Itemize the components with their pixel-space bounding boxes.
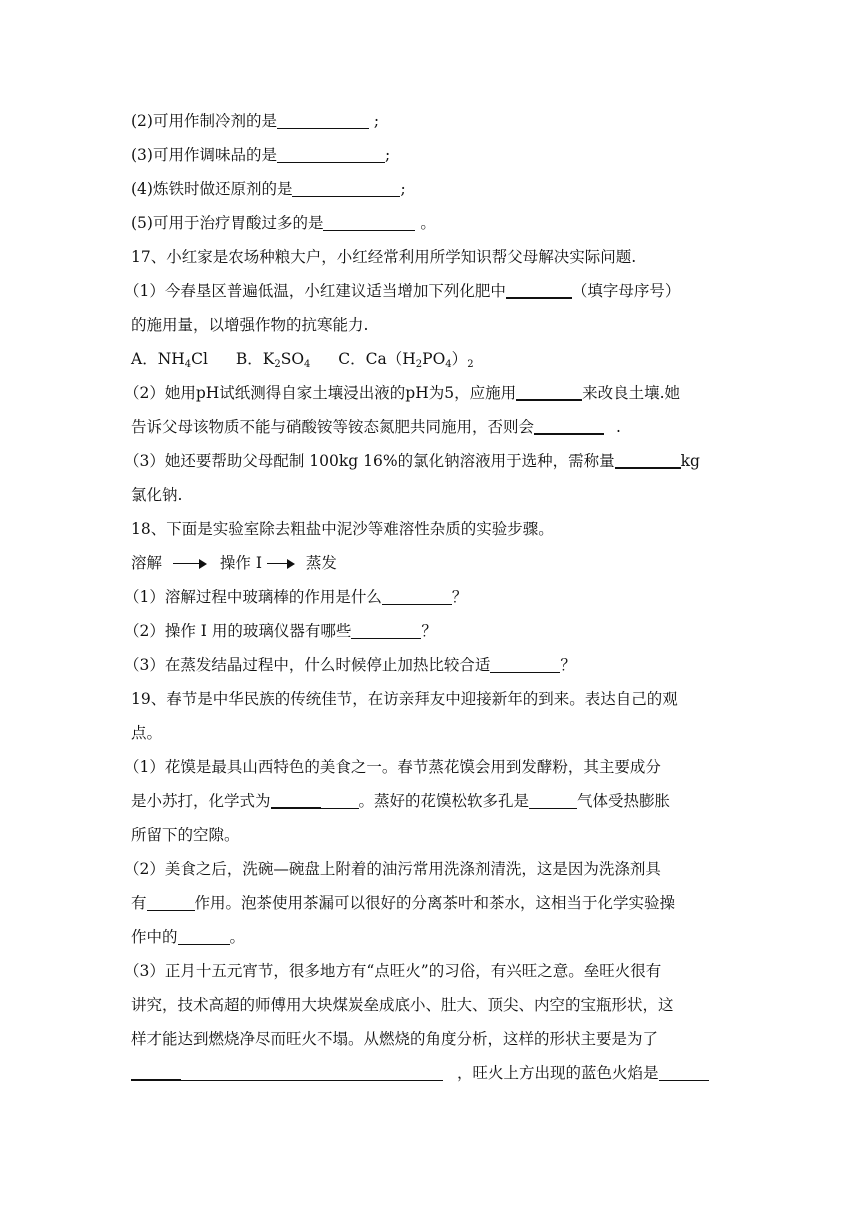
flow-step-operation: 操作 I [219, 554, 262, 572]
answer-blank[interactable] [516, 383, 582, 401]
flow-step-evaporate: 蒸发 [305, 554, 337, 572]
answer-blank[interactable] [659, 1064, 709, 1081]
q19-sub2-line3: 作中的 。 [131, 928, 246, 946]
answer-blank[interactable] [506, 281, 572, 299]
option-a: A．$NH_4Cl$ [131, 350, 208, 370]
answer-blank[interactable] [277, 146, 385, 163]
q17-options [131, 349, 474, 369]
answer-blank[interactable] [292, 180, 400, 197]
q19-sub3-line2: 讲究，技术高超的师傅用大块煤炭垒成底小、肚大、顶尖、内空的宝瓶形状，这 [131, 996, 674, 1014]
q19-sub1-line1: （1）花馍是最具山西特色的美食之一。春节蒸花馍会用到发酵粉，其主要成分 [124, 758, 661, 776]
answer-blank[interactable] [529, 792, 577, 809]
answer-blank[interactable] [323, 214, 415, 231]
q18-sub3: （3）在蒸发结晶过程中，什么时候停止加热比较合适 ？ [124, 656, 576, 674]
q16-item-5: (5)可用于治疗胃酸过多的是 。 [131, 214, 436, 232]
q19-sub1-line2: 是小苏打，化学式为 。蒸好的花馍松软多孔是 气体受热膨胀 [131, 792, 671, 810]
answer-blank[interactable] [178, 928, 230, 945]
q19-sub3-line3: 样才能达到燃烧净尽而旺火不塌。从燃烧的角度分析，这样的形状主要是为了 [131, 1030, 659, 1048]
answer-blank[interactable] [321, 792, 359, 809]
answer-blank[interactable] [615, 451, 681, 469]
q18-sub1: （1）溶解过程中玻璃棒的作用是什么 ？ [124, 588, 468, 606]
q17-sub1-line1: （1）今春垦区普遍低温，小红建议适当增加下列化肥中 （填字母序号） [124, 282, 681, 300]
answer-blank[interactable] [147, 894, 195, 911]
q18-flow [131, 553, 337, 573]
option-c: C．$Ca(H_2PO_4)_2$ [338, 350, 474, 370]
answer-blank[interactable] [271, 791, 321, 809]
q16-item-2: (2)可用作制冷剂的是 ; [131, 112, 380, 130]
q18-intro: 18、下面是实验室除去粗盐中泥沙等难溶性杂质的实验步骤。 [131, 520, 554, 538]
q17-sub3-line2: 氯化钠. [131, 486, 183, 504]
answer-blank[interactable] [181, 1064, 443, 1081]
answer-blank[interactable] [131, 1063, 181, 1081]
answer-blank[interactable] [277, 112, 369, 129]
answer-blank[interactable] [534, 417, 604, 435]
answer-blank[interactable] [351, 622, 421, 639]
q19-sub1-line3: 所留下的空隙。 [131, 826, 240, 844]
q18-sub2: （2）操作 I 用的玻璃仪器有哪些 ？ [124, 622, 437, 640]
option-b: B．$K_2SO_4$ [235, 350, 311, 370]
q17-sub2-line2: 告诉父母该物质不能与硝酸铵等铵态氮肥共同施用，否则会 . [131, 418, 621, 436]
q19-sub3-line4: ，旺火上方出现的蓝色火焰是 [131, 1063, 709, 1083]
q16-item-3: (3)可用作调味品的是 ; [131, 146, 391, 164]
q19-sub2-line2: 有 作用。泡茶使用茶漏可以很好的分离茶叶和茶水，这相当于化学实验操 [131, 894, 676, 912]
q17-sub1-line2: 的施用量，以增强作物的抗寒能力. [131, 316, 369, 334]
arrow-right-icon [267, 559, 295, 569]
q19-intro-line2: 点。 [131, 724, 163, 742]
answer-blank[interactable] [382, 588, 452, 605]
flow-step-dissolve: 溶解 [131, 554, 163, 572]
q19-sub2-line1: （2）美食之后，洗碗—碗盘上附着的油污常用洗涤剂清洗，这是因为洗涤剂具 [124, 860, 661, 878]
q17-sub3-line1: （3）她还要帮助父母配制 100kg 16%的氯化钠溶液用于选种，需称量 kg [124, 452, 700, 470]
q19-sub3-line1: （3）正月十五元宵节，很多地方有“点旺火”的习俗，有兴旺之意。垒旺火很有 [124, 962, 662, 980]
q19-intro-line1: 19、春节是中华民族的传统佳节，在访亲拜友中迎接新年的到来。表达自己的观 [131, 690, 678, 708]
arrow-right-icon [173, 559, 207, 569]
q17-intro: 17、小红家是农场种粮大户，小红经常利用所学知识帮父母解决实际问题. [131, 248, 637, 266]
q16-item-4: (4)炼铁时做还原剂的是 ; [131, 180, 406, 198]
q17-sub2-line1: （2）她用pH试纸测得自家土壤浸出液的pH为5，应施用 来改良土壤.她 [124, 384, 681, 402]
answer-blank[interactable] [490, 656, 560, 673]
